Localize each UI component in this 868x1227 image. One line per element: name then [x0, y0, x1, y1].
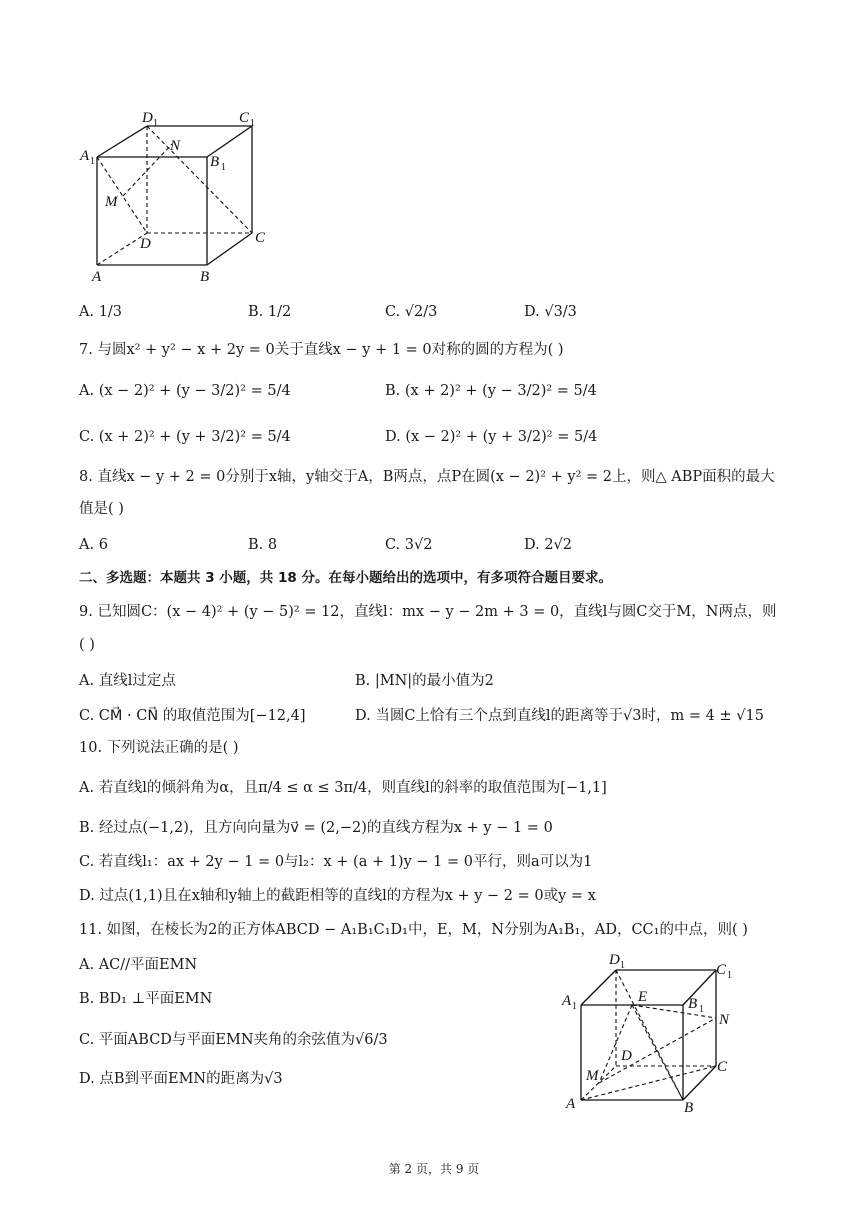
- label-B1-sub: 1: [221, 162, 226, 173]
- label-M: M: [586, 1068, 599, 1084]
- q8-option-a: A. 6: [79, 537, 108, 553]
- label-B1: B: [688, 996, 698, 1012]
- q9-option-a: A. 直线l过定点: [79, 673, 176, 689]
- q8-stem-line1: 8. 直线x − y + 2 = 0分别于x轴，y轴交于A，B两点，点P在圆(x − 2)² + y² = 2上，则△ ABP面积的最大: [79, 469, 775, 485]
- label-N: N: [170, 138, 181, 154]
- label-D: D: [140, 236, 151, 252]
- q9-stem-line2: ( ): [79, 637, 95, 653]
- q6-option-b: B. 1/2: [248, 304, 292, 320]
- label-N: N: [719, 1012, 730, 1028]
- cube-figure-q11: [556, 944, 746, 1116]
- label-C1: C: [239, 110, 250, 126]
- label-D1-sub: 1: [153, 118, 158, 129]
- q8-stem-line2: 值是( ): [79, 501, 124, 517]
- q10-option-a: A. 若直线l的倾斜角为α，且π/4 ≤ α ≤ 3π/4，则直线l的斜率的取值范围为[−1,1]: [79, 780, 607, 796]
- page-footer: 第 2 页，共 9 页: [388, 1162, 480, 1176]
- label-A1-sub: 1: [90, 156, 95, 167]
- q10-option-d: D. 过点(1,1)且在x轴和y轴上的截距相等的直线l的方程为x + y − 2 = 0或y = x: [79, 888, 596, 904]
- q6-option-a: A. 1/3: [79, 304, 123, 320]
- q11-option-c: C. 平面ABCD与平面EMN夹角的余弦值为√6/3: [79, 1032, 388, 1048]
- label-A1: A: [80, 148, 90, 164]
- label-C: C: [255, 230, 266, 246]
- label-D1: D: [609, 952, 620, 968]
- q11-stem: 11. 如图，在棱长为2的正方体ABCD − A₁B₁C₁D₁中，E，M，N分别为A₁B₁，AD，CC₁的中点，则( ): [79, 922, 748, 938]
- q7-option-b: B. (x + 2)² + (y − 3/2)² = 5/4: [385, 383, 597, 399]
- label-C1-sub: 1: [727, 970, 732, 981]
- q7-option-d: D. (x − 2)² + (y + 3/2)² = 5/4: [385, 429, 598, 445]
- cube-figure-q6: [78, 104, 278, 284]
- label-B: B: [684, 1100, 694, 1116]
- label-A1-sub: 1: [572, 1001, 577, 1012]
- label-E: E: [638, 989, 648, 1005]
- label-D1-sub: 1: [620, 960, 625, 971]
- label-B: B: [200, 269, 210, 284]
- label-C1: C: [716, 962, 727, 978]
- q9-option-d: D. 当圆C上恰有三个点到直线l的距离等于√3时，m = 4 ± √15: [355, 708, 764, 724]
- q11-option-a: A. AC//平面EMN: [79, 957, 198, 973]
- q7-option-c: C. (x + 2)² + (y + 3/2)² = 5/4: [79, 429, 291, 445]
- q8-option-d: D. 2√2: [524, 537, 573, 553]
- label-D1: D: [142, 110, 153, 126]
- q11-option-b: B. BD₁ ⊥平面EMN: [79, 991, 213, 1007]
- q11-option-d: D. 点B到平面EMN的距离为√3: [79, 1071, 283, 1087]
- label-B1: B: [210, 154, 220, 170]
- q10-option-b: B. 经过点(−1,2)，且方向向量为v⃗ = (2,−2)的直线方程为x + y − 1 = 0: [79, 820, 553, 836]
- label-A1: A: [562, 993, 572, 1009]
- q9-option-b: B. |MN|的最小值为2: [355, 673, 494, 689]
- q9-stem-line1: 9. 已知圆C：(x − 4)² + (y − 5)² = 12，直线l：mx − y − 2m + 3 = 0，直线l与圆C交于M，N两点，则: [79, 604, 777, 620]
- label-C1-sub: 1: [250, 118, 255, 129]
- q8-option-b: B. 8: [248, 537, 278, 553]
- label-M: M: [105, 194, 118, 210]
- label-D: D: [621, 1048, 632, 1064]
- q10-option-c: C. 若直线l₁：ax + 2y − 1 = 0与l₂：x + (a + 1)y − 1 = 0平行，则a可以为1: [79, 854, 593, 870]
- q9-option-c: C. CM⃗ · CN⃗ 的取值范围为[−12,4]: [79, 708, 306, 724]
- label-A: A: [92, 269, 102, 284]
- label-B1-sub: 1: [699, 1004, 704, 1015]
- q10-stem: 10. 下列说法正确的是( ): [79, 740, 239, 756]
- q7-stem: 7. 与圆x² + y² − x + 2y = 0关于直线x − y + 1 = 0对称的圆的方程为( ): [79, 342, 564, 358]
- label-C: C: [717, 1059, 728, 1075]
- section-heading-multi-choice: 二、多选题：本题共 3 小题，共 18 分。在每小题给出的选项中，有多项符合题目要求。: [79, 570, 612, 586]
- q6-option-c: C. √2/3: [385, 304, 438, 320]
- q6-option-d: D. √3/3: [524, 304, 577, 320]
- q8-option-c: C. 3√2: [385, 537, 433, 553]
- label-A: A: [566, 1096, 576, 1112]
- q7-option-a: A. (x − 2)² + (y − 3/2)² = 5/4: [79, 383, 291, 399]
